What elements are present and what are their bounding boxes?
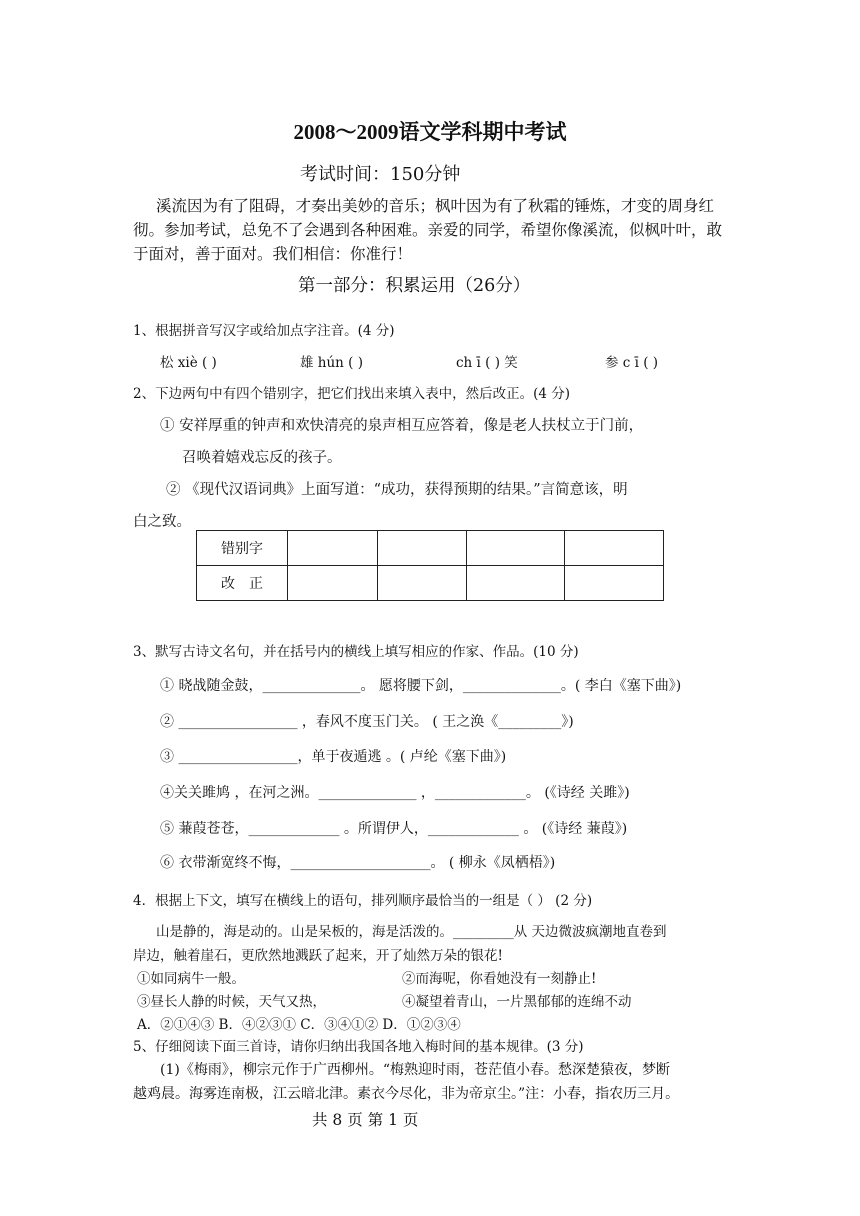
table-cell[interactable] <box>378 531 467 566</box>
q2-sentence-2b: 白之致。 <box>133 514 191 530</box>
table-row-label: 错别字 <box>197 531 288 566</box>
exam-time: 考试时间：150分钟 <box>300 164 461 185</box>
intro-paragraph: 溪流因为有了阻碍，才奏出美妙的音乐；枫叶因为有了秋霜的锤炼，才变的周身红彻。参加考试，总免不了会遇到各种困难。亲爱的同学，希望你像溪流，似枫叶叶，敢于面对，善于面对。我们相信：你准行！ <box>133 197 723 263</box>
table-row-label: 改 正 <box>197 566 288 601</box>
q1-item-4: 参 c ī ( ) <box>605 355 659 371</box>
page-title: 2008～2009语文学科期中考试 <box>293 120 567 144</box>
q4-option-1: ①如同病牛一般。 <box>137 971 245 987</box>
q2-stem: 2、下边两句中有四个错别字，把它们找出来填入表中，然后改正。(4 分) <box>133 386 571 402</box>
table-row <box>197 531 664 566</box>
q3-line-1: ① 晓战随金鼓，______________。 愿将腰下剑，______________。( 李白《塞下曲》) <box>160 678 682 694</box>
q3-line-5: ⑤ 蒹葭苍苍，_____________ 。所谓伊人，_____________ 。 (《诗经 蒹葭》) <box>160 821 628 837</box>
table-cell[interactable] <box>467 531 565 566</box>
q3-stem: 3、默写古诗文名句，并在括号内的横线上填写相应的作家、作品。(10 分) <box>133 644 579 660</box>
q2-sentence-1b: 召唤着嬉戏忘反的孩子。 <box>182 450 342 466</box>
q4-choices: A．②①④③ B．④②③① C．③④①② D．①②③④ <box>137 1017 461 1033</box>
q4-passage-a: 山是静的，海是动的。山是呆板的，海是活泼的。_________从 天边微波疯潮地直卷到 <box>156 924 667 940</box>
q3-line-2: ② _________________ ，春风不度玉门关。 ( 王之涣《_________》) <box>160 714 574 730</box>
q4-stem: 4．根据上下文，填写在横线上的语句，排列顺序最恰当的一组是（ ） (2 分) <box>133 893 593 909</box>
page-footer: 共 8 页 第 1 页 <box>312 1111 419 1129</box>
q2-sentence-1a: ① 安祥厚重的钟声和欢快清亮的泉声相互应答着，像是老人扶杖立于门前， <box>160 418 644 434</box>
table-row <box>197 566 664 601</box>
q1-item-2: 雄 hún ( ) <box>300 355 363 371</box>
table-cell[interactable] <box>288 566 378 601</box>
q1-item-1: 松 xiè ( ) <box>160 355 217 371</box>
q5-poem-1b: 越鸡晨。海雾连南极，江云暗北津。素衣今尽化，非为帝京尘。”注：小春，指农历三月。 <box>133 1086 680 1102</box>
correction-table <box>196 530 664 601</box>
table-cell[interactable] <box>467 566 565 601</box>
q4-option-2: ②而海呢，你看她没有一刻静止! <box>402 971 597 987</box>
part-one-heading: 第一部分：积累运用（26分） <box>298 276 531 296</box>
table-cell[interactable] <box>378 566 467 601</box>
table-cell[interactable] <box>565 531 664 566</box>
q3-line-4: ④关关雎鸠 ，在河之洲。______________ ，_____________。 (《诗经 关雎》) <box>160 785 630 801</box>
q3-line-3: ③ _________________，单于夜遁逃 。( 卢纶《塞下曲》) <box>160 749 507 765</box>
q4-option-3: ③昼长人静的时候，天气又热， <box>137 994 326 1010</box>
q1-item-3: ch ī ( ) 笑 <box>456 355 518 371</box>
q2-sentence-2a: ② 《现代汉语词典》上面写道：“成功，获得预期的结果。”言简意该，明 <box>166 482 628 498</box>
q4-option-4: ④凝望着青山，一片黑郁郁的连绵不动 <box>402 994 632 1010</box>
q3-line-6: ⑥ 衣带渐宽终不悔，____________________。 ( 柳永《凤栖梧》) <box>160 855 556 871</box>
table-cell[interactable] <box>565 566 664 601</box>
q5-stem: 5、仔细阅读下面三首诗，请你归纳出我国各地入梅时间的基本规律。(3 分) <box>133 1039 584 1055</box>
q5-poem-1a: (1)《梅雨》，柳宗元作于广西柳州。“梅熟迎时雨，苍茫值小春。愁深楚猿夜，梦断 <box>160 1062 670 1078</box>
q1-stem: 1、根据拼音写汉字或给加点字注音。(4 分) <box>133 323 395 339</box>
table-cell[interactable] <box>288 531 378 566</box>
q4-passage-b: 岸边，触着崖石，更欣然地溅跃了起来，开了灿然万朵的银花! <box>133 948 503 964</box>
